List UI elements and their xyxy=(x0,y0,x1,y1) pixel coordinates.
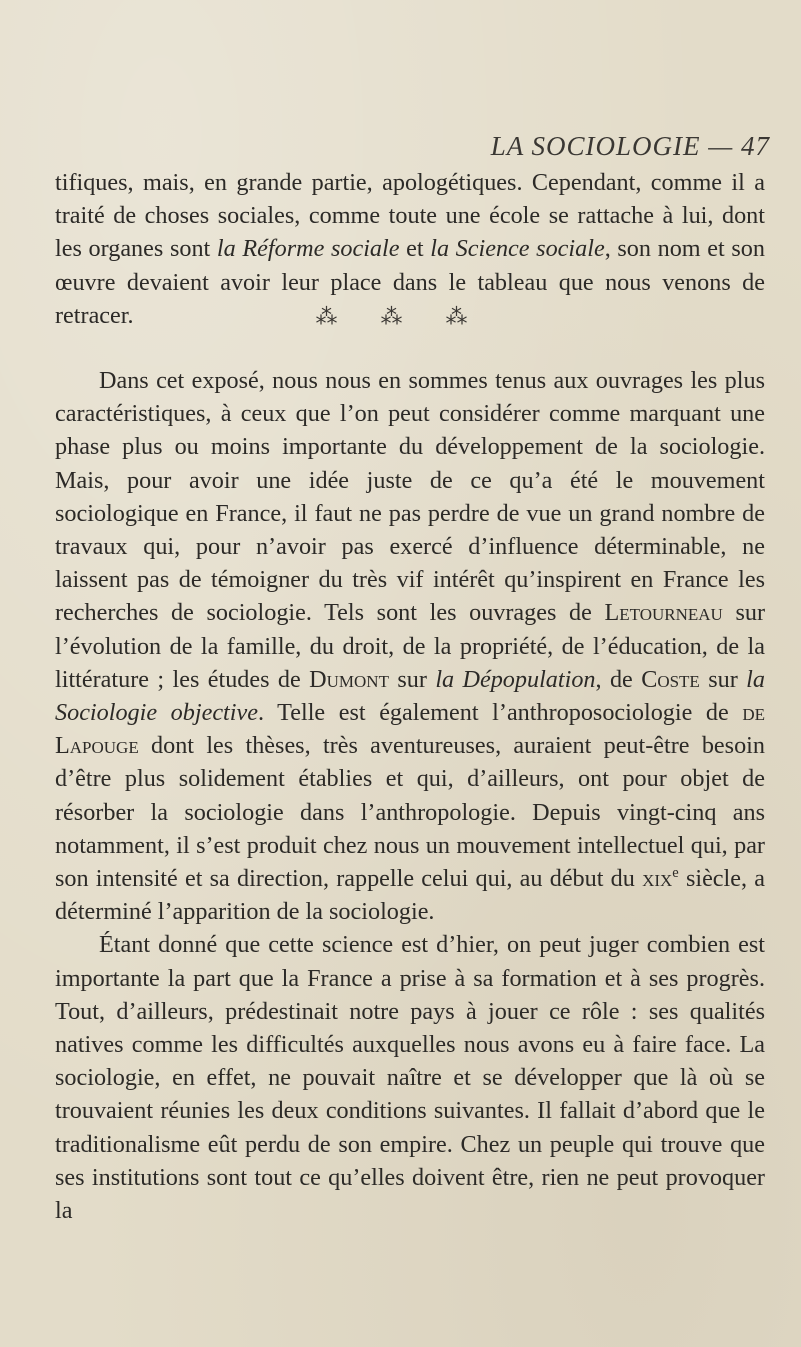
text-run: Dans cet exposé, nous nous en sommes tenus aux ouvrages les plus caractéristiques, à ceux que l’on peut considérer comme marquant une phase plus ou moins importante du développement de la sociologie. Mais, pour avoir une idée juste de ce qu’a été le mouvement sociologique en France, il faut ne pas perdre de vue un grand nombre de travaux qui, pour n’avoir pas exercé d’influence déterminable, ne laissent pas de témoigner du très vif intérêt qu’inspirent en France les recherches de sociologie. Tels sont les ouvrages de xyxy=(55,367,765,627)
author-name: Dumont xyxy=(309,665,389,693)
text-run: . Telle est également l’anthroposociologie de xyxy=(257,699,743,727)
text-run: , de xyxy=(595,665,642,693)
text-run: siècle, a déterminé l’apparition de la sociologie. xyxy=(55,865,765,926)
text-run: sur xyxy=(699,665,747,693)
text-run: dont les thèses, très aventureuses, auraient peut-être besoin d’être plus solidement établies et qui, d’ailleurs, ont pour objet de résorber la sociologie dans l’anthropologie. Depuis vingt-cinq ans notamment, il s’est produit chez nous un mouvement intellectuel qui, par son intensité et sa direction, rappelle celui qui, au début du xyxy=(55,732,765,893)
italic-title: la Dépopulation xyxy=(435,665,596,693)
text-run: tifiques, mais, en grande partie, apologétiques. Cependant, comme il a traité de choses sociales, comme toute une école se rattache à lui, dont les organes sont xyxy=(55,169,765,263)
text-run: sur l’évolution de la famille, du droit, de la propriété, de l’éducation, de la littérature ; les études de xyxy=(55,599,766,693)
italic-title: la Science sociale xyxy=(430,235,605,263)
century-numeral: xix xyxy=(642,865,673,893)
running-head: LA SOCIOLOGIE — 47 xyxy=(490,131,770,161)
text-run: sur xyxy=(388,665,436,693)
text-run: et xyxy=(399,235,431,263)
body-text xyxy=(55,364,765,1227)
section-ornament: ⁂ ⁂ ⁂ xyxy=(315,305,486,330)
italic-title: la Réforme sociale xyxy=(216,235,400,263)
paragraph-2 xyxy=(55,364,765,928)
superscript: e xyxy=(672,864,679,881)
author-name: Coste xyxy=(641,665,700,693)
text-run: , son nom et son œuvre devaient avoir leur place dans le tableau que nous venons de retracer. xyxy=(55,235,765,329)
author-name: de Lapouge xyxy=(55,699,765,760)
paragraph-3 xyxy=(55,928,765,1227)
italic-title: la Sociologie objective xyxy=(55,665,765,727)
text-run: Étant donné que cette science est d’hier, on peut juger combien est importante la part que la France a prise à sa formation et à ses progrès. Tout, d’ailleurs, prédestinait notre pays à jouer ce rôle : ses qualités natives comme les difficultés auxquelles nous avons eu à faire face. La sociologie, en effet, ne pouvait naître et se développer que là où se trouvaient réunies les deux conditions suivantes. Il fallait d’abord que le traditionalisme eût perdu de son empire. Chez un peuple qui trouve que ses institutions sont tout ce qu’elles doivent être, rien ne peut provoquer la xyxy=(55,931,765,1225)
author-name: Letourneau xyxy=(604,599,723,627)
